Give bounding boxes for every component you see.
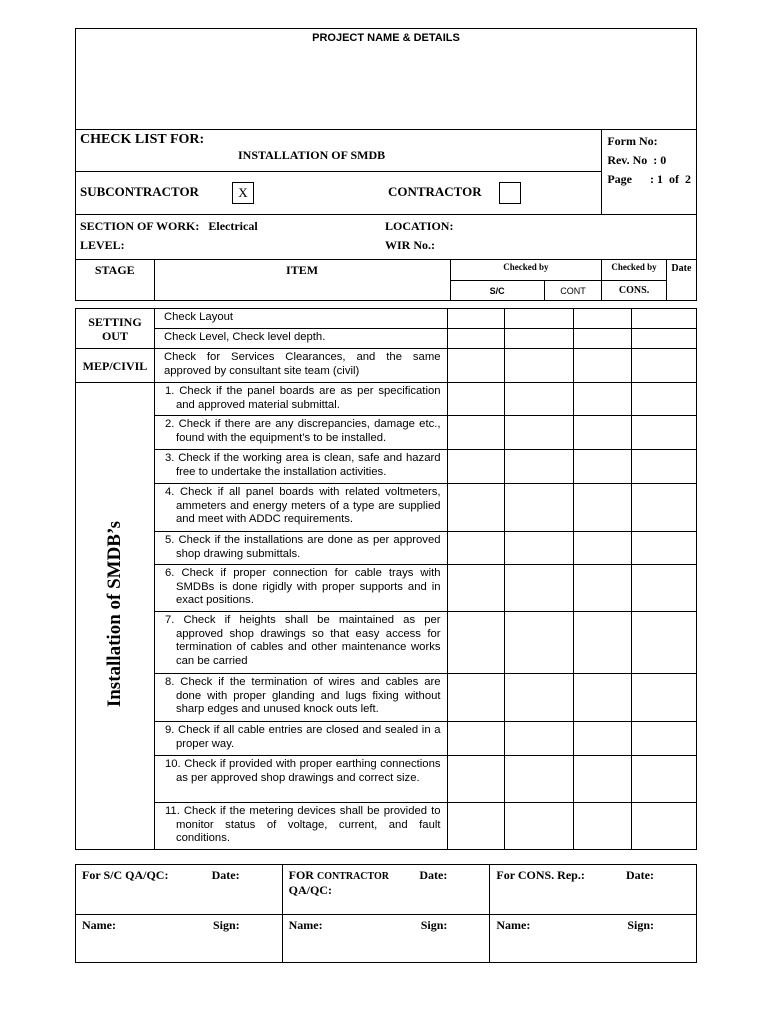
page-number: Page : 1 of 2 xyxy=(607,172,691,186)
form-no: Form No: xyxy=(607,134,658,148)
contractor-word-label: CONTRACTOR xyxy=(316,871,390,882)
check-cell[interactable] xyxy=(505,612,574,674)
contractor-qaqc-label: QA/QC: xyxy=(288,883,332,897)
check-cell[interactable] xyxy=(505,450,574,484)
item-header: ITEM xyxy=(154,260,450,301)
check-cell[interactable] xyxy=(447,532,505,565)
cons-sign-label: Sign: xyxy=(627,918,654,932)
stage-mep-civil: MEP/CIVIL xyxy=(76,349,155,383)
wir-label: WIR No.: xyxy=(385,238,435,252)
stage-setting-out: SETTING OUT xyxy=(76,309,155,349)
check-cell[interactable] xyxy=(574,756,632,803)
check-cell[interactable] xyxy=(574,722,632,756)
date-header: Date xyxy=(666,260,696,301)
cont-header: CONT xyxy=(544,281,602,301)
check-cell[interactable] xyxy=(505,484,574,532)
check-cell[interactable] xyxy=(447,674,505,722)
check-cell[interactable] xyxy=(505,565,574,612)
contractor-checkbox[interactable] xyxy=(499,182,521,204)
check-cell[interactable] xyxy=(447,803,505,850)
checklist-item: 5. Check if the installations are done as per approved shop drawing submittals. xyxy=(154,532,447,565)
cons-sign-cell[interactable] xyxy=(490,915,697,963)
check-cell[interactable] xyxy=(574,329,632,349)
check-cell[interactable] xyxy=(632,612,697,674)
checklist-item: 7. Check if heights shall be maintained as per approved shop drawings so that easy access for termination of cables and other maintenance works can be carried xyxy=(154,612,447,674)
check-cell[interactable] xyxy=(505,383,574,416)
check-cell[interactable] xyxy=(505,349,574,383)
level-label: LEVEL: xyxy=(80,238,125,252)
stage-installation-label: Installation of SMDB’s xyxy=(104,520,126,707)
sc-date-label: Date: xyxy=(211,868,240,882)
subcontractor-label: SUBCONTRACTOR xyxy=(80,183,199,199)
checklist-item: 1. Check if the panel boards are as per specification and approved material submittal. xyxy=(154,383,447,416)
contractor-sign-label: Sign: xyxy=(420,918,448,932)
check-cell[interactable] xyxy=(574,565,632,612)
check-cell[interactable] xyxy=(574,349,632,383)
check-cell[interactable] xyxy=(574,612,632,674)
check-cell[interactable] xyxy=(505,329,574,349)
check-cell[interactable] xyxy=(505,722,574,756)
check-cell[interactable] xyxy=(447,329,505,349)
sc-sign-label: Sign: xyxy=(212,918,240,932)
item-check-level: Check Level, Check level depth. xyxy=(154,329,447,349)
check-cell[interactable] xyxy=(632,383,697,416)
check-cell[interactable] xyxy=(632,329,697,349)
location-label: LOCATION: xyxy=(385,219,454,233)
check-cell[interactable] xyxy=(632,722,697,756)
sc-sign-cell[interactable] xyxy=(76,915,283,963)
checklist-item: 2. Check if there are any discrepancies, damage etc., found with the equipment’s to be installed. xyxy=(154,416,447,450)
checklist-item: 6. Check if proper connection for cable trays with SMDBs is done rigidly with proper supports and in exact positions. xyxy=(154,565,447,612)
checklist-value: INSTALLATION OF SMDB xyxy=(238,148,386,162)
checklist-cell xyxy=(76,130,602,172)
checked-by-header-2: Checked by xyxy=(602,260,666,281)
check-cell[interactable] xyxy=(632,309,697,329)
check-cell[interactable] xyxy=(505,309,574,329)
check-cell[interactable] xyxy=(632,674,697,722)
section-cell xyxy=(76,215,697,260)
sc-name-label: Name: xyxy=(82,918,116,932)
contractor-for-label: FOR xyxy=(288,868,314,882)
checklist-item: 4. Check if all panel boards with related voltmeters, ammeters and energy meters of a type are supplied and meet with ADDC requirements. xyxy=(154,484,447,532)
rev-no: Rev. No : 0 xyxy=(607,153,667,167)
contractor-name-label: Name: xyxy=(288,918,323,932)
check-cell[interactable] xyxy=(447,349,505,383)
check-cell[interactable] xyxy=(632,349,697,383)
check-cell[interactable] xyxy=(505,803,574,850)
check-cell[interactable] xyxy=(505,416,574,450)
signoff-table xyxy=(75,864,697,963)
check-cell[interactable] xyxy=(447,722,505,756)
check-cell[interactable] xyxy=(447,565,505,612)
check-cell[interactable] xyxy=(632,416,697,450)
item-services-clearances: Check for Services Clearances, and the same approved by consultant site team (civil) xyxy=(154,349,447,383)
check-cell[interactable] xyxy=(447,416,505,450)
project-title: PROJECT NAME & DETAILS xyxy=(76,29,697,130)
checklist-item: 10. Check if provided with proper earthing connections as per approved shop drawings and correct size. xyxy=(154,756,447,803)
check-cell[interactable] xyxy=(505,674,574,722)
checklist-table xyxy=(75,308,697,850)
check-cell[interactable] xyxy=(632,532,697,565)
cons-name-label: Name: xyxy=(496,918,531,932)
header-table xyxy=(75,28,697,301)
stage-installation xyxy=(76,383,155,850)
subcontractor-checkbox[interactable]: X xyxy=(232,182,254,204)
stage-header: STAGE xyxy=(76,260,155,301)
form-info xyxy=(602,130,697,215)
contractor-sign-cell[interactable] xyxy=(282,915,490,963)
check-cell[interactable] xyxy=(574,309,632,329)
check-cell[interactable] xyxy=(632,756,697,803)
check-cell[interactable] xyxy=(632,803,697,850)
section-value: Electrical xyxy=(208,219,258,233)
check-cell[interactable] xyxy=(447,612,505,674)
check-cell[interactable] xyxy=(574,674,632,722)
section-label: SECTION OF WORK: xyxy=(80,219,200,233)
cons-rep-label: For CONS. Rep.: xyxy=(496,868,585,882)
checked-by-header-1: Checked by xyxy=(450,260,602,281)
check-cell[interactable] xyxy=(447,450,505,484)
check-cell[interactable] xyxy=(632,450,697,484)
checklist-item: 3. Check if the working area is clean, safe and hazard free to undertake the installation activities. xyxy=(154,450,447,484)
check-cell[interactable] xyxy=(574,803,632,850)
cons-rep-cell[interactable] xyxy=(490,865,697,915)
checklist-label: CHECK LIST FOR: xyxy=(80,132,205,147)
party-cell xyxy=(76,172,602,215)
checklist-item: 8. Check if the termination of wires and cables are done with proper glanding and lugs fixing without sharp edges and unused knock outs left. xyxy=(154,674,447,722)
contractor-date-label: Date: xyxy=(419,868,448,882)
check-cell[interactable] xyxy=(505,756,574,803)
check-cell[interactable] xyxy=(574,383,632,416)
item-check-layout: Check Layout xyxy=(154,309,447,329)
check-cell[interactable] xyxy=(574,450,632,484)
check-cell[interactable] xyxy=(574,484,632,532)
cons-date-label: Date: xyxy=(626,868,654,882)
sc-qaqc-label: For S/C QA/QC: xyxy=(82,868,169,882)
check-cell[interactable] xyxy=(632,484,697,532)
contractor-label: CONTRACTOR xyxy=(387,183,482,199)
check-cell[interactable] xyxy=(447,756,505,803)
sc-qaqc-cell[interactable] xyxy=(76,865,283,915)
check-cell[interactable] xyxy=(447,383,505,416)
cons-header: CONS. xyxy=(602,281,666,301)
check-cell[interactable] xyxy=(632,565,697,612)
checklist-item: 11. Check if the metering devices shall be provided to monitor status of voltage, current, and fault conditions. xyxy=(154,803,447,850)
check-cell[interactable] xyxy=(574,416,632,450)
sc-header: S/C xyxy=(450,281,544,301)
contractor-qaqc-cell[interactable] xyxy=(282,865,490,915)
check-cell[interactable] xyxy=(447,309,505,329)
check-cell[interactable] xyxy=(574,532,632,565)
checklist-item: 9. Check if all cable entries are closed and sealed in a proper way. xyxy=(154,722,447,756)
check-cell[interactable] xyxy=(505,532,574,565)
check-cell[interactable] xyxy=(447,484,505,532)
